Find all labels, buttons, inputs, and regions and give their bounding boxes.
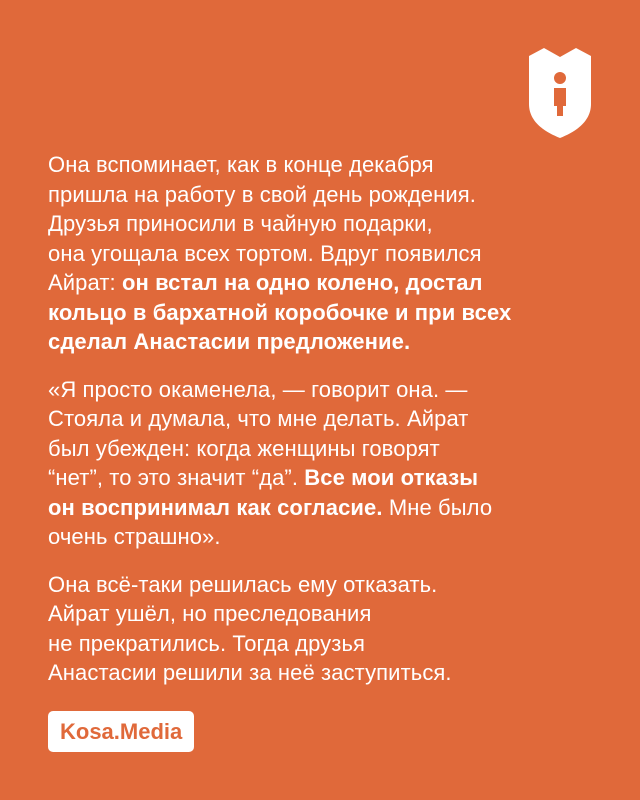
bold-run: он встал на одно колено, достал	[121, 270, 483, 295]
text-line: не прекратились. Тогда друзья	[48, 630, 366, 656]
text-line: Анастасии решили за неё заступиться.	[48, 660, 452, 685]
text-line: Стояла и думала, что мне делать. Айрат	[48, 406, 469, 431]
bold-run: Все мои отказы	[304, 465, 479, 490]
text-line: пришла на работу в свой день рождения.	[48, 181, 476, 207]
paragraph-1	[48, 150, 608, 357]
text-line: Айрат ушёл, но преследования	[48, 601, 372, 626]
text-run: Айрат:	[48, 270, 122, 295]
paragraph-3	[48, 570, 608, 688]
paragraph-2	[48, 375, 608, 552]
text-line: Она всё-таки решилась ему отказать.	[48, 571, 438, 597]
shield-person-icon	[525, 44, 595, 140]
text-line: Она вспоминает, как в конце декабря	[48, 152, 434, 177]
text-run: “нет”, то это значит “да”.	[48, 465, 305, 490]
bold-line: кольцо в бархатной коробочке и при всех	[48, 299, 512, 325]
text-line	[48, 463, 608, 493]
bold-run: он воспринимал как согласие.	[48, 494, 383, 520]
brand-badge: Kosa.Media	[48, 711, 194, 752]
text-line: очень страшно».	[48, 524, 221, 549]
text-line: Друзья приносили в чайную подарки,	[48, 211, 433, 236]
text-line	[48, 268, 608, 298]
text-line: «Я просто окаменела, — говорит она. —	[48, 376, 468, 402]
text-line: был убежден: когда женщины говорят	[48, 435, 440, 461]
article-body	[48, 150, 608, 706]
text-run: Мне было	[382, 494, 493, 520]
text-line	[48, 493, 608, 523]
bold-line: сделал Анастасии предложение.	[48, 329, 411, 354]
text-line: она угощала всех тортом. Вдруг появился	[48, 240, 482, 266]
